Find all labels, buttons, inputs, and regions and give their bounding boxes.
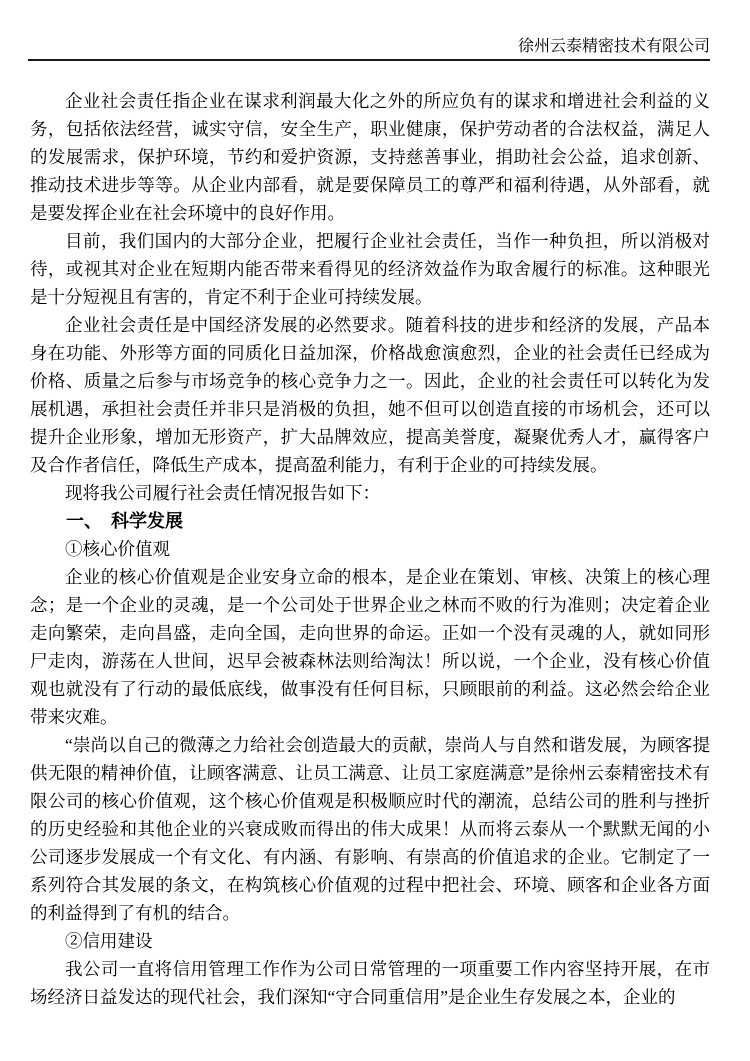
paragraph-csr-definition: 企业社会责任指企业在谋求利润最大化之外的所应负有的谋求和增进社会利益的义务，包括依法经营，诚实守信，安全生产，职业健康，保护劳动者的合法权益，满足人的发展需求，保护环境，节约和爱护资源，支持慈善事业，捐助社会公益，追求创新、推动技术进步等等。从企业内部看，就是要保障员工的尊严和福利待遇，从外部看，就是要发挥企业在社会环境中的良好作用。 (30, 91, 710, 223)
document-body (30, 87, 710, 1011)
paragraph-csr-necessity: 企业社会责任是中国经济发展的必然要求。随着科技的进步和经济的发展，产品本身在功能、外形等方面的同质化日益加深，价格战愈演愈烈，企业的社会责任已经成为价格、质量之后参与市场竞争的核心竞争力之一。因此，企业的社会责任可以转化为发展机遇，承担社会责任并非只是消极的负担，她不但可以创造直接的市场机会，还可以提升企业形象，增加无形资产，扩大品牌效应，提高美誉度，凝聚优秀人才，赢得客户及合作者信任，降低生产成本，提高盈利能力，有利于企业的可持续发展。 (30, 315, 710, 475)
paragraph-core-values-role: 企业的核心价值观是企业安身立命的根本，是企业在策划、审核、决策上的核心理念；是一个企业的灵魂，是一个公司处于世界企业之林而不败的行为准则；决定着企业走向繁荣，走向昌盛，走向全国，走向世界的命运。正如一个没有灵魂的人，就如同形尸走肉，游荡在人世间，迟早会被森林法则给淘汰！所以说，一个企业，没有核心价值观也就没有了行动的最低底线，做事没有任何目标，只顾眼前的利益。这必然会给企业带来灾难。 (30, 567, 710, 727)
paragraph-report-intro: 现将我公司履行社会责任情况报告如下： (65, 483, 380, 503)
paragraph-current-attitude: 目前，我们国内的大部分企业，把履行企业社会责任，当作一种负担，所以消极对待，或视其对企业在短期内能否带来看得见的经济效益作为取舍履行的标准。这种眼光是十分短视且有害的，肯定不利于企业可持续发展。 (30, 231, 710, 307)
page-header (28, 36, 710, 61)
section-heading-scientific-development: 一、 科学发展 (66, 511, 183, 531)
company-name: 徐州云泰精密技术有限公司 (517, 38, 710, 55)
subsection-heading-core-values: ①核心价值观 (65, 539, 170, 559)
subsection-heading-credit-building: ②信用建设 (65, 931, 153, 951)
paragraph-credit-management: 我公司一直将信用管理工作作为公司日常管理的一项重要工作内容坚持开展，在市场经济日益发达的现代社会，我们深知“守合同重信用”是企业生存发展之本，企业的 (30, 959, 710, 1007)
paragraph-core-values-statement: “崇尚以自己的微薄之力给社会创造最大的贡献，崇尚人与自然和谐发展，为顾客提供无限的精神价值，让顾客满意、让员工满意、让员工家庭满意”是徐州云泰精密技术有限公司的核心价值观，这个核心价值观是积极顺应时代的潮流，总结公司的胜利与挫折的历史经验和其他企业的兴衰成败而得出的伟大成果！从而将云泰从一个默默无闻的小公司逐步发展成一个有文化、有内涵、有影响、有崇高的价值追求的企业。它制定了一系列符合其发展的条文，在构筑核心价值观的过程中把社会、环境、顾客和企业各方面的利益得到了有机的结合。 (30, 735, 710, 923)
